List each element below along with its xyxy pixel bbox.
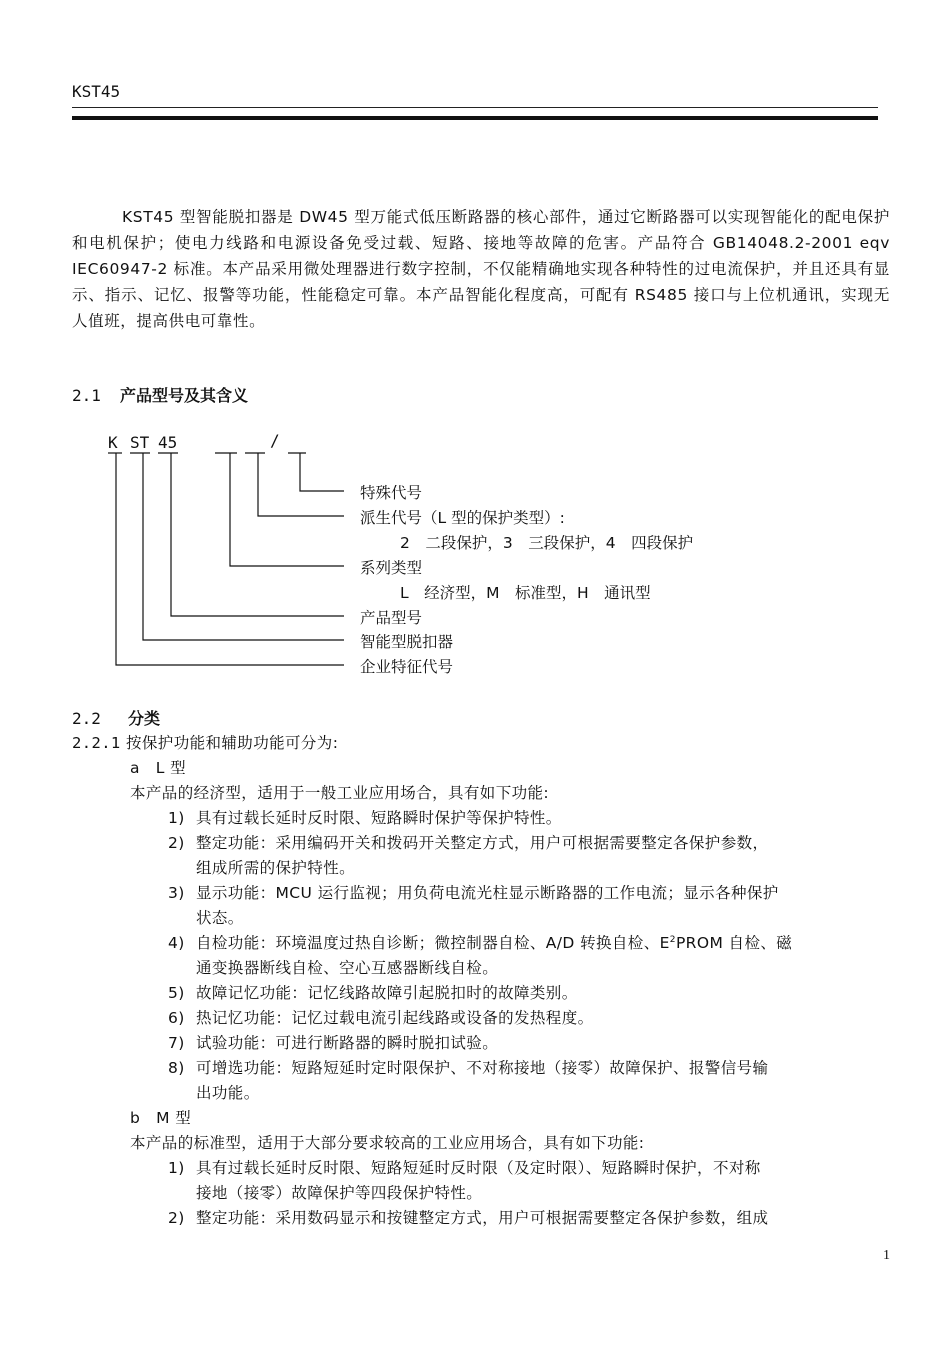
- superscript: 2: [669, 934, 676, 945]
- label-enterprise-code: 企业特征代号: [360, 658, 454, 676]
- label-smart-trip: 智能型脱扣器: [360, 633, 454, 651]
- label-derived-code: 派生代号（L 型的保护类型）:: [360, 509, 565, 527]
- section-text: 按保护功能和辅助功能可分为:: [126, 734, 339, 752]
- leader-derived: [258, 453, 344, 516]
- code-slash: /: [270, 431, 280, 450]
- item-number: 4): [168, 934, 185, 952]
- item-number: 8): [168, 1059, 185, 1077]
- label-special-code: 特殊代号: [360, 484, 423, 502]
- label-series-type: 系列类型: [360, 559, 423, 577]
- type-l-heading: a L 型: [130, 759, 187, 777]
- header-rule-thin: [72, 107, 878, 108]
- item-text: 状态。: [196, 909, 244, 927]
- item-number: 2): [168, 834, 185, 852]
- item-number: 7): [168, 1034, 185, 1052]
- item-text: 出功能。: [196, 1084, 260, 1102]
- code-45: 45: [158, 433, 178, 452]
- label-series-options: L 经济型，M 标准型，H 通讯型: [400, 584, 651, 602]
- intro-paragraph: KST45 型智能脱扣器是 DW45 型万能式低压断路器的核心部件，通过它断路器可以实现智能化的配电保护和电机保护；使电力线路和电源设备免受过载、短路、接地等故障的危害。产品符合 GB14048.2-2001 eqv IEC60947-2 标准。本产品采用微处理器进行数字控制，不仅能精确地实现各种特性的过电流保护，并且还具有显示、指示、记忆、报警等功能，性能稳定可靠。本产品智能化程度高，可配有 RS485 接口与上位机通讯，实现无人值班，提高供电可靠性。: [72, 208, 890, 330]
- label-product-model: 产品型号: [360, 609, 423, 627]
- item-number: 2): [168, 1209, 185, 1227]
- section-2-1-heading: [72, 383, 248, 406]
- item-text: 试验功能：可进行断路器的瞬时脱扣试验。: [196, 1034, 499, 1052]
- item-number: 6): [168, 1009, 185, 1027]
- item-text: 具有过载长延时反时限、短路短延时反时限（及定时限）、短路瞬时保护，不对称: [196, 1159, 761, 1177]
- intro-section: [72, 204, 890, 334]
- code-k: K: [108, 433, 118, 452]
- item-text: 接地（接零）故障保护等四段保护特性。: [196, 1184, 483, 1202]
- item-text: 故障记忆功能：记忆线路故障引起脱扣时的故障类别。: [196, 984, 578, 1002]
- section-number: 2.1: [72, 386, 101, 405]
- section-title: 分类: [128, 709, 161, 728]
- item-text: 具有过载长延时反时限、短路瞬时保护等保护特性。: [196, 809, 562, 827]
- type-m-intro: 本产品的标准型，适用于大部分要求较高的工业应用场合，具有如下功能:: [130, 1134, 645, 1152]
- section-number: 2.2.1: [72, 734, 121, 752]
- item-text: 显示功能：MCU 运行监视；用负荷电流光柱显示断路器的工作电流；显示各种保护: [196, 884, 779, 902]
- item-number: 1): [168, 809, 185, 827]
- section-2-2-1: [72, 731, 338, 756]
- type-m-heading: b M 型: [130, 1109, 192, 1127]
- header-title: KST45: [72, 82, 121, 101]
- page-number: 1: [883, 1248, 890, 1263]
- item-number: 5): [168, 984, 185, 1002]
- leader-series: [230, 453, 344, 566]
- leader-enterprise: [116, 453, 344, 665]
- item-text: 可增选功能：短路短延时定时限保护、不对称接地（接零）故障保护、报警信号输: [196, 1059, 769, 1077]
- item-text: 整定功能：采用编码开关和拨码开关整定方式，用户可根据需要整定各保护参数，: [196, 834, 769, 852]
- section-number: 2.2: [72, 709, 101, 728]
- item-number: 1): [168, 1159, 185, 1177]
- label-derived-options: 2 二段保护，3 三段保护，4 四段保护: [400, 534, 694, 552]
- item-text: 通变换器断线自检、空心互感器断线自检。: [196, 959, 499, 977]
- item-text: 自检功能：环境温度过热自诊断；微控制器自检、A/D 转换自检、$E^2PROM$ 自检、磁: [196, 934, 793, 952]
- item-text: 组成所需的保护特性。: [196, 859, 356, 877]
- code-st: ST: [130, 433, 150, 452]
- item-text: 热记忆功能：记忆过载电流引起线路或设备的发热程度。: [196, 1009, 594, 1027]
- leader-special: [300, 453, 344, 491]
- item-text: 整定功能：采用数码显示和按键整定方式，用户可根据需要整定各保护参数，组成: [196, 1209, 769, 1227]
- leader-smart: [143, 453, 344, 640]
- header-rule-thick: [72, 116, 878, 120]
- type-l-intro: 本产品的经济型，适用于一般工业应用场合，具有如下功能:: [130, 784, 550, 802]
- section-title: 产品型号及其含义: [120, 386, 249, 405]
- item-number: 3): [168, 884, 185, 902]
- section-2-2-heading: [72, 706, 160, 729]
- leader-product: [171, 453, 344, 616]
